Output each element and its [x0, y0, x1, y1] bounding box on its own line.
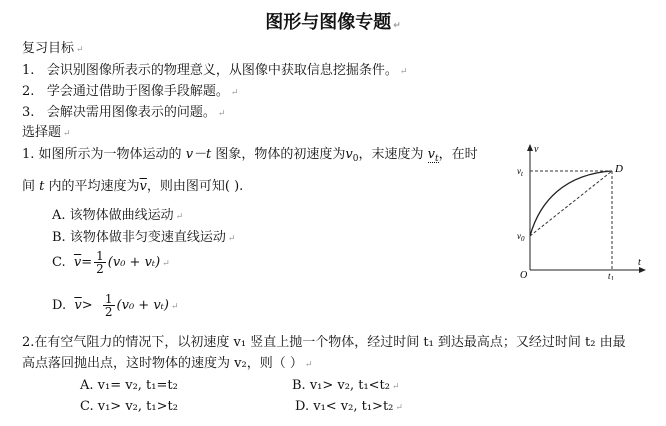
review-item-2: 2. 学会通过借助于图像手段解题。 ↵ [22, 84, 239, 99]
q1-line2: 间 t 内的平均速度为$\overline{v}$，则由图可知( ). [22, 179, 244, 194]
q2-option-d: D. v₁< v₂, t₁>t₂ ↵ [295, 399, 403, 414]
page-title: 图形与图像专题 ↵ [265, 12, 401, 33]
q2-option-a: A. v₁= v₂, t₁=t₂ [80, 378, 178, 393]
review-item-1: 1. 会识别图像所表示的物理意义，从图像中获取信息挖掘条件。 ↵ [22, 63, 408, 78]
q1-option-d: D. $\overline{v}>$ $\frac{1}{2}$ (v₀ + vₜ) ↵ [52, 292, 179, 319]
t-axis-label: t [638, 257, 641, 268]
q1-option-a: A. 该物体做曲线运动 ↵ [52, 208, 184, 223]
q2-line1: 2.在有空气阻力的情况下，以初速度 v₁ 竖直上抛一个物体，经过时间 t₁ 到达最高点；又经过时间 t₂ 由最 [22, 335, 626, 350]
vt-axis-tick-label: $v_t$ [517, 166, 523, 178]
v-axis-label: v [534, 144, 539, 155]
q2-line2: 高点落回抛出点，这时物体的速度为 v₂，则（ ） ↵ [22, 356, 313, 371]
v-axis-arrow [527, 144, 533, 151]
q2-option-b: B. v₁> v₂, t₁<t₂ ↵ [292, 378, 400, 393]
point-d-label: D [615, 163, 623, 175]
review-item-3: 3. 会解决需用图像表示的问题。 ↵ [22, 105, 226, 120]
t1-axis-tick-label: $t_1$ [608, 271, 615, 280]
q1-option-c: C. $\overline{v}=$ $\frac{1}{2}$ (v₀ + vₜ) ↵ [52, 249, 170, 276]
q1-option-b: B. 该物体做非匀变速直线运动 ↵ [52, 230, 236, 245]
origin-label: O [520, 270, 528, 280]
dashed-chord [530, 171, 612, 236]
vt-graph [514, 140, 648, 280]
v0-axis-tick-label: $v_0$ [517, 231, 525, 243]
q1-line1: 1. 如图所示为一物体运动的 v－t 图象，物体的初速度为$v_0$，末速度为 $v_t$，在时 [22, 147, 478, 164]
review-heading: 复习目标 ↵ [22, 41, 84, 56]
choice-heading: 选择题 ↵ [22, 125, 71, 140]
q2-option-c: C. v₁> v₂, t₁>t₂ [80, 399, 178, 414]
